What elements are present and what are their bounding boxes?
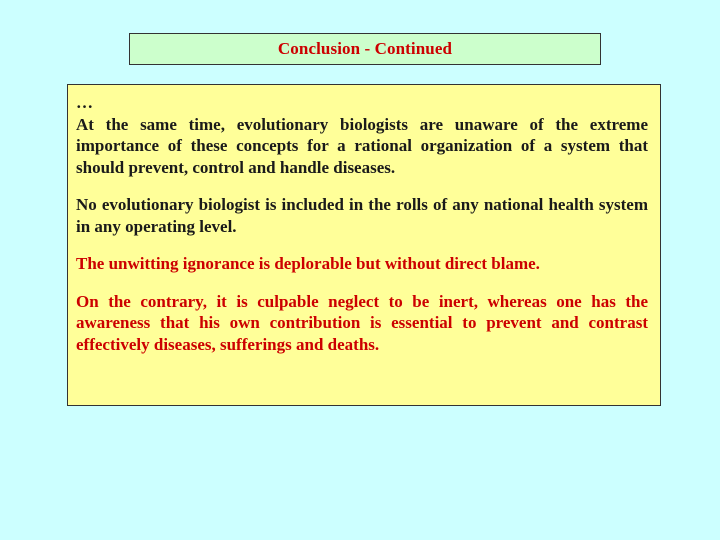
paragraph-neglect: On the contrary, it is culpable neglect to be inert, whereas one has the awareness that his own contribution is essential to prevent and contrast effectively diseases, sufferings and deaths. — [76, 291, 648, 354]
title-box — [129, 33, 601, 65]
ellipsis-line: … — [76, 93, 93, 112]
paragraph-ignorance: The unwitting ignorance is deplorable but without direct blame. — [76, 254, 540, 273]
slide-title: Conclusion - Continued — [277, 39, 453, 58]
paragraph-health-system: No evolutionary biologist is included in the rolls of any national health system in any operating level. — [76, 195, 648, 236]
content-box — [67, 84, 661, 406]
paragraph-awareness: At the same time, evolutionary biologists are unaware of the extreme importance of these concepts for a rational organization of a system that should prevent, control and handle diseases. — [76, 114, 648, 177]
